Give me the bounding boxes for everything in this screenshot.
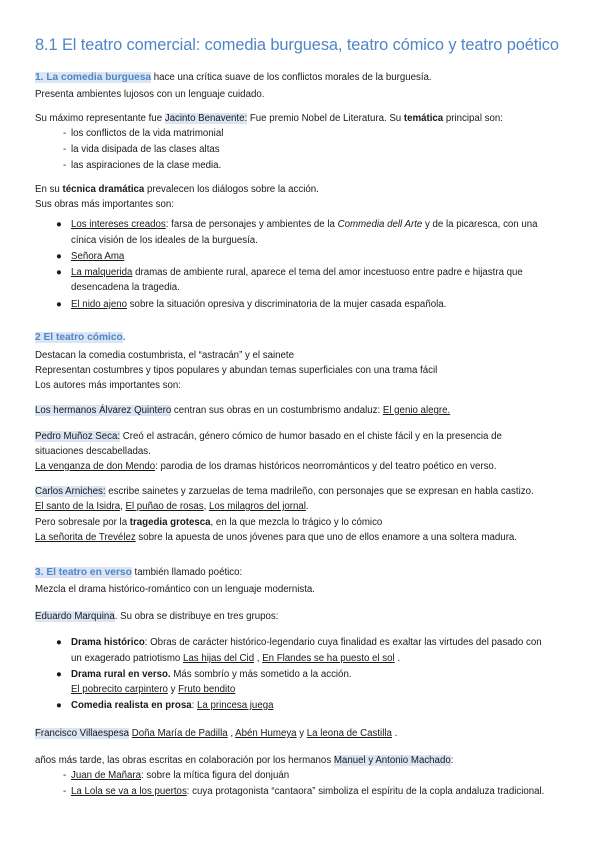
munoz-line: Pedro Muñoz Seca: Creó el astracán, género cómico de humor basado en el chiste fácil y en la presencia de	[35, 431, 502, 442]
bullet-marker: ●	[56, 299, 62, 310]
marquina-line: Eduardo Marquina. Su obra se distribuye en tres grupos:	[35, 611, 279, 622]
work-item: El nido ajeno sobre la situación opresiva y discriminatoria de la mujer casada española.	[71, 299, 447, 310]
theme-item: los conflictos de la vida matrimonial	[71, 128, 224, 139]
dash-marker: -	[63, 128, 67, 139]
section1-line2: Presenta ambientes lujosos con un lenguaje cuidado.	[35, 89, 265, 100]
section2-heading: 2 El teatro cómico	[35, 332, 123, 343]
villaespesa-line: Francisco Villaespesa Doña María de Padilla , Abén Humeya y La leona de Castilla .	[35, 728, 398, 739]
bullet-marker: ●	[56, 219, 62, 230]
villaespesa-name: Francisco Villaespesa	[35, 728, 130, 739]
section1-intro: 1. La comedia burguesa hace una crítica suave de los conflictos morales de la burguesía.	[35, 72, 432, 83]
machado-name: Manuel y Antonio Machado	[333, 755, 451, 766]
section3-heading-line: 3. El teatro en verso también llamado poético:	[35, 567, 243, 578]
work-title: La malquerida	[71, 267, 133, 278]
work-title: Los intereses creados	[71, 219, 166, 230]
work-item: Los intereses creados: farsa de personajes y ambientes de la Commedia dell Arte y de la picaresca, con una	[71, 219, 538, 230]
benavente-line: Su máximo representante fue Jacinto Benavente: Fue premio Nobel de Literatura. Su temática principal son:	[35, 113, 503, 124]
dash-marker: -	[63, 144, 67, 155]
page-title: 8.1 El teatro comercial: comedia burguesa, teatro cómico y teatro poético	[35, 36, 559, 54]
munoz-name: Pedro Muñoz Seca:	[35, 431, 121, 442]
theme-item: la vida disipada de las clases altas	[71, 144, 220, 155]
bullet-marker: ●	[56, 267, 62, 278]
work-item: La malquerida dramas de ambiente rural, aparece el tema del amor incestuoso entre padre e hijastra que	[71, 267, 523, 278]
work-title: Señora Ama	[71, 251, 125, 262]
bullet-marker: ●	[56, 700, 62, 711]
arniches-line: Carlos Arniches: escribe sainetes y zarzuelas de tema madrileño, con personajes que se expresan en habla castizo.	[35, 486, 534, 497]
machado-line: años más tarde, las obras escritas en colaboración por los hermanos Manuel y Antonio Machado:	[35, 755, 454, 766]
document-page: 8.1 El teatro comercial: comedia burguesa, teatro cómico y teatro poético 1. La comedia burguesa hace una crítica suave de los conflictos morales de la burguesía. Presenta ambientes lujosos con un lenguaje cuidado. Su máximo representante fue Jacinto Benavente: Fue premio Nobel de Literatura. Su temática principal son: - los conflictos de la vida matrimonial - la vida disipada de las clases altas - las aspiraciones de la clase media. En su técnica dramática prevalecen los diálogos sobre la acción. Sus obras más importantes son: ● Los intereses creados: farsa de personajes y ambientes de la Commedia dell Arte y de la picaresca, con una cínica visión de los ideales de la burguesía. ● Señora Ama ● La malquerida dramas de ambiente rural, aparece el tema del amor incestuoso entre padre e hijastra que desencadena la tragedia. ● El nido ajeno sobre la situación opresiva y discriminatoria de la mujer casada española. 2 El teatro cómico. Destacan la comedia costumbrista, el “astracán” y el sainete Representan costumbres y tipos populares y abundan temas superficiales con una trama fácil Los autores más importantes son: Los hermanos Álvarez Quintero centran sus obras en un costumbrismo andaluz: El genio alegre. Pedro Muñoz Seca: Creó el astracán, género cómico de humor basado en el chiste fácil y en la presencia de situaciones descabelladas. La venganza de don Mendo: parodia de los dramas históricos neorrománticos y del teatro poético en verso. Carlos Arniches: escribe sainetes y zarzuelas de tema madrileño, con personajes que se expresan en habla castizo. El santo de la Isidra, El puñao de rosas, Los milagros del jornal. Pero sobresale por la tragedia grotesca, en la que mezcla lo trágico y lo cómico La señorita de Trevélez sobre la apuesta de unos jóvenes para que uno de ellos enamore a una soltera madura. 3. El teatro en verso también llamado poético: Mezcla el drama histórico-romántico con un lenguaje modernista. Eduardo Marquina. Su obra se distribuye en tres grupos: ● Drama histórico: Obras de carácter histórico-legendario cuya finalidad es exaltar las virtudes del pasado con un exagerado patriotismo Las hijas del Cid , En Flandes se ha puesto el sol . ● Drama rural en verso. Más sombrío y más sometido a la acción. El pobrecito carpintero y Fruto bendito ● Comedia realista en prosa: La princesa juega Francisco Villaespesa Doña María de Padilla , Abén Humeya y La leona de Castilla . años más tarde, las obras escritas en colaboración por los hermanos Manuel y Antonio Machado: - Juan de Mañara: sobre la mítica figura del donjuán - La Lola se va a los puertos: cuya protagonista “cantaora” simboliza el espíritu de la copla andaluza tradicional.	[35, 36, 559, 797]
dash-marker: -	[63, 770, 67, 781]
works-intro: Sus obras más importantes son:	[35, 199, 174, 210]
arniches-name: Carlos Arniches:	[35, 486, 106, 497]
dash-marker: -	[63, 786, 67, 797]
work-title: El nido ajeno	[71, 299, 128, 310]
technique-line: En su técnica dramática prevalecen los diálogos sobre la acción.	[35, 184, 319, 195]
quintero-line: Los hermanos Álvarez Quintero centran sus obras en un costumbrismo andaluz: El genio alegre.	[35, 405, 451, 416]
arniches-works: El santo de la Isidra, El puñao de rosas, Los milagros del jornal.	[35, 501, 309, 512]
theme-item: las aspiraciones de la clase media.	[71, 160, 222, 171]
quintero-name: Los hermanos Álvarez Quintero	[35, 405, 172, 416]
bullet-marker: ●	[56, 637, 62, 648]
section3-heading: 3. El teatro en verso	[35, 567, 132, 578]
dash-marker: -	[63, 160, 67, 171]
bullet-marker: ●	[56, 669, 62, 680]
bullet-marker: ●	[56, 251, 62, 262]
marquina-name: Eduardo Marquina	[35, 611, 115, 622]
work-item	[71, 250, 124, 263]
section1-heading: 1. La comedia burguesa	[35, 72, 152, 83]
section2-heading-line: 2 El teatro cómico.	[35, 332, 126, 343]
benavente-name: Jacinto Benavente:	[164, 113, 248, 124]
